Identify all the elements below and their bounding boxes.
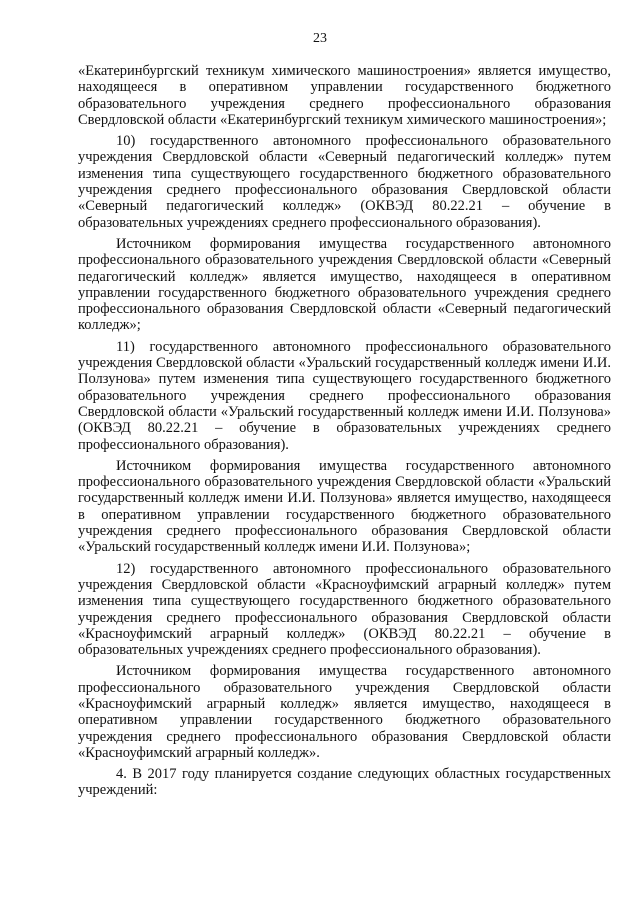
paragraph-section-4: 4. В 2017 году планируется создание следующих областных государственных учреждений: <box>78 766 611 799</box>
paragraph-source-10: Источником формирования имущества государственного автономного профессионального образовательного учреждения Свердловской области «Северный педагогический колледж» является имущество, находящееся в оперативном управлении государственного бюджетного образовательного учреждения среднего профессионального образования Свердловской области «Северный педагогический колледж»; <box>78 235 611 334</box>
paragraph-item-10: 10) государственного автономного профессионального образовательного учреждения Свердловской области «Северный педагогический колледж» путем изменения типа существующего государственного бюджетного образовательного учреждения среднего профессионального образования Свердловской области «Северный педагогический колледж» (ОКВЭД 80.22.21 – обучение в образовательных учреждениях среднего профессионального образования). <box>78 133 611 231</box>
paragraph-item-11: 11) государственного автономного профессионального образовательного учреждения Свердловской области «Уральский государственный колледж имени И.И. Ползунова» путем изменения типа существующего государственного бюджетного образовательного учреждения среднего профессионального образования Свердловской области «Уральский государственный колледж имени И.И. Ползунова» (ОКВЭД 80.22.21 – обучение в образовательных учреждениях среднего профессионального образования). <box>78 338 611 453</box>
paragraph-source-11: Источником формирования имущества государственного автономного профессионального образовательного учреждения Свердловской области «Уральский государственный колледж имени И.И. Ползунова» является имущество, находящееся в оперативном управлении государственного бюджетного образовательного учреждения среднего профессионального образования Свердловской области «Уральский государственный колледж имени И.И. Ползунова»; <box>78 457 611 556</box>
paragraph-source-12: Источником формирования имущества государственного автономного профессионального образовательного учреждения Свердловской области «Красноуфимский аграрный колледж» является имущество, находящееся в оперативном управлении государственного бюджетного образовательного учреждения среднего профессионального образования Свердловской области «Красноуфимский аграрный колледж». <box>78 663 611 761</box>
paragraph-item-12: 12) государственного автономного профессионального образовательного учреждения Свердловской области «Красноуфимский аграрный колледж» путем изменения типа существующего государственного бюджетного образовательного учреждения среднего профессионального образования Свердловской области «Красноуфимский аграрный колледж» (ОКВЭД 80.22.21 – обучение в образовательных учреждениях среднего профессионального образования). <box>78 560 611 659</box>
document-body <box>78 63 611 799</box>
paragraph-continuation: «Екатеринбургский техникум химического машиностроения» является имущество, находящееся в оперативном управлении государственного бюджетного образовательного учреждения среднего профессионального образования Свердловской области «Екатеринбургский техникум химического машиностроения»; <box>78 63 611 128</box>
page-number: 23 <box>313 31 327 46</box>
